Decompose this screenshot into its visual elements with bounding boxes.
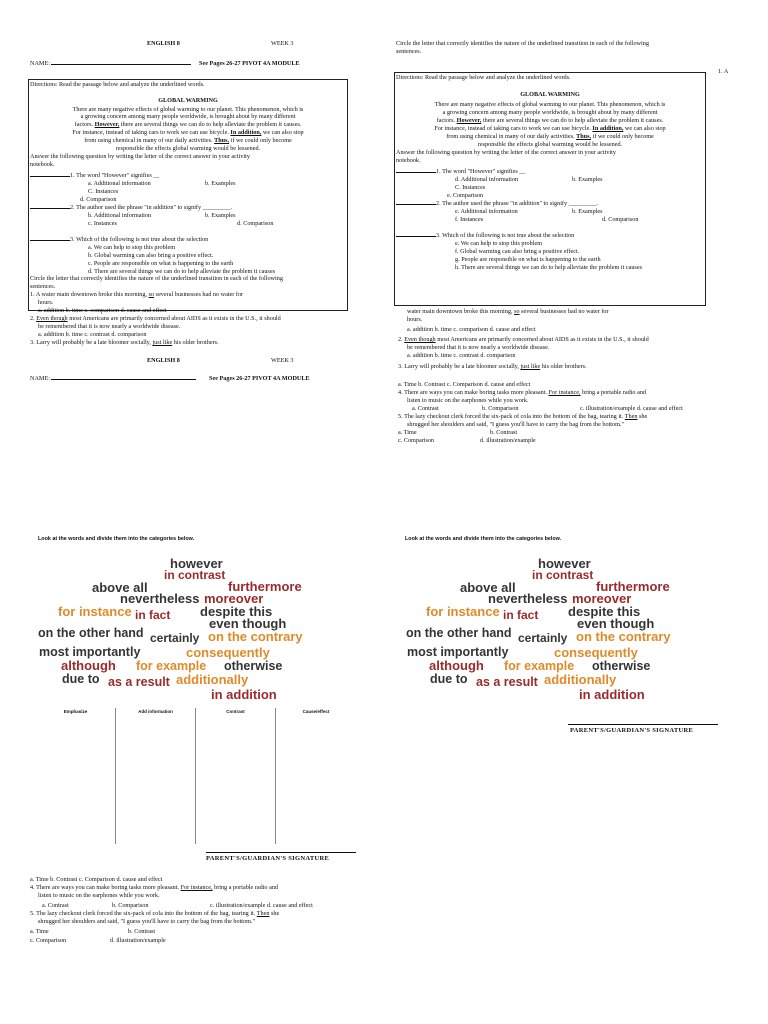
word: most importantly [407,645,509,659]
word: in contrast [532,568,594,582]
word: in addition [579,687,645,702]
word: moreover [572,591,632,606]
word: on the other hand [38,626,144,640]
subject-title: ENGLISH 8 [147,40,180,47]
sentence-1-cont: hours. [407,316,423,323]
sentence-2-cont: be remembered that it is now nearly a worldwide disease. [407,344,550,351]
word: for instance [58,604,132,619]
option: b. Comparison [482,405,519,412]
passage-line: For instance, instead of taking cars to work we can use bicycle. In addition, we can also stop [72,129,304,136]
word: on the contrary [576,629,671,644]
word: consequently [186,645,270,660]
question-1: 1. The word "However" signifies __ [30,172,159,180]
word: certainly [150,631,200,645]
passage-line: from using chemical in many of our daily activities. Thus, if we could only become [446,133,654,140]
option: a. Contrast [412,405,439,412]
sentence-2-cont: be remembered that it is now nearly a worldwide disease. [38,323,181,330]
underlined-transition: However, [94,121,120,128]
word: above all [460,580,516,595]
category-column [116,708,196,844]
passage-title: GLOBAL WARMING [520,91,580,98]
word: although [61,658,116,673]
circle-instruction: sentences. [396,48,422,55]
option: d. Comparison [602,216,639,223]
option: f. Instances [455,216,484,223]
passage-line: a growing concern among many people worldwide, is brought about by many different [442,109,658,116]
sentence-3-options: a. Time b. Contrast c. Comparison d. cause and effect [30,876,163,883]
option: b. Contrast [490,429,518,436]
sentence-4-cont: listen to music on the earphones while you work. [38,892,160,899]
option: b. Examples [572,208,603,215]
passage-line: There are many negative effects of global warming to our planet. This phenomenon, which is [72,106,304,113]
passage-line: There are many negative effects of global warming to our planet. This phenomenon, which is [434,101,666,108]
question-2: 2. The author used the phrase "in addition" to signify _________. [396,200,598,208]
word: for example [136,659,207,673]
option: d. Additional information [455,176,519,183]
category-header: Emphasize [63,709,88,714]
sentence-1-options: a. addition b. time c. comparison d. cause and effect [407,326,536,333]
word: despite this [200,604,273,619]
word: due to [62,672,100,686]
word: in addition [211,687,277,702]
passage-line: responsible the effects global warming would be lessened. [477,141,623,148]
category-column [276,708,356,844]
option: a. Time [398,429,417,436]
signature-label: PARENT'S/GUARDIAN'S SIGNATURE [206,855,330,862]
option: f. Global warming can also bring a positive effect. [455,248,580,255]
option: d. illustration/example [110,937,166,944]
item-number: 1. A [718,68,729,75]
question-3: 3. Which of the following is not true about the selection [396,232,574,240]
sentence-3-options: a. Time b. Contrast c. Comparison d. cause and effect [398,381,531,388]
word: on the other hand [406,626,512,640]
underlined-transition: Thus, [214,137,230,144]
passage-line: a growing concern among many people worldwide, is brought about by many different [80,113,296,120]
sentence-1: 1. A water main downtown broke this morning, so several businesses had no water for [30,291,244,298]
word: nevertheless [488,591,568,606]
signature-label: PARENT'S/GUARDIAN'S SIGNATURE [570,727,694,734]
directions-text: Directions: Read the passage below and analyze the underlined words. [396,74,571,81]
passage-title: GLOBAL WARMING [158,97,218,104]
option: e. Additional information [455,208,518,215]
option: b. Examples [205,180,236,187]
passage-line: factors. However, there are several things we can do to help alleviate the problem it causes. [74,121,302,128]
sentence-2: 2. Even though most Americans are primarily concerned about AIDS as it exists in the U.S., it should [398,336,649,343]
word: moreover [204,591,264,606]
option: e. Comparison [447,192,484,199]
sentence-5-cont: shrugged her shoulders and said, "I guess you'll have to carry the bag from the bottom." [38,918,256,925]
sentence-1-cont: water main downtown broke this morning, so several businesses had no water for [407,308,609,315]
question-3: 3. Which of the following is not true about the selection [30,236,208,244]
circle-instruction: sentences. [30,283,56,290]
word-cloud [404,555,704,705]
word: certainly [518,631,568,645]
option: b. Comparison [112,902,149,909]
category-column [196,708,276,844]
week-label: WEEK 3 [271,40,294,47]
passage-line: responsible the effects global warming would be lessened. [115,145,261,152]
word: as a result [108,675,170,689]
sentence-2: 2. Even though most Americans are primarily concerned about AIDS as it exists in the U.S., it should [30,315,281,322]
option: b. Examples [572,176,603,183]
week-label: WEEK 3 [271,357,294,364]
option: a. Additional information [88,180,151,187]
sentence-4: 4. There are ways you can make boring tasks more pleasant. For instance, bring a portable radio and [398,389,647,396]
word: despite this [568,604,641,619]
word: on the contrary [208,629,303,644]
option: b. Contrast [128,928,156,935]
answer-instruction: notebook. [30,161,55,168]
word: in fact [135,608,171,622]
subject-title: ENGLISH 8 [147,357,180,364]
option: e. We can help to stop this problem [455,240,543,247]
sentence-3: 3. Larry will probably be a late bloomer socially, just like his older brothers. [398,363,587,370]
word: furthermore [596,579,670,594]
word: consequently [554,645,638,660]
word: otherwise [224,659,283,673]
word: above all [92,580,148,595]
activity-instruction: Look at the words and divide them into the categories below. [38,536,195,542]
word: most importantly [39,645,141,659]
option: C. Instances [88,188,119,195]
word: due to [430,672,468,686]
option: g. People are responsible on what is happening to the earth [455,256,601,263]
option: d. Comparison [237,220,274,227]
word: even though [577,616,655,631]
activity-instruction: Look at the words and divide them into the categories below. [405,536,562,542]
option: a. Time [30,928,49,935]
option: d. Comparison [80,196,117,203]
sentence-4-cont: listen to music on the earphones while you work. [407,397,529,404]
option: b. Examples [205,212,236,219]
option: c. People are responsible on what is happening to the earth [88,260,234,267]
category-header: Add information [138,709,173,714]
word: additionally [544,672,617,687]
passage-line: factors. However, there are several things we can do to help alleviate the problem it causes. [436,117,664,124]
word: even though [209,616,287,631]
word: otherwise [592,659,651,673]
passage-line: For instance, instead of taking cars to work we can use bicycle. In addition, we can also stop [434,125,666,132]
word: however [170,556,223,571]
circle-instruction: Circle the letter that correctly identifies the nature of the underlined transition in each of the following [30,275,283,282]
sentence-4: 4. There are ways you can make boring tasks more pleasant. For instance, bring a portable radio and [30,884,279,891]
option: h. There are several things we can do to help alleviate the problem it causes [455,264,642,271]
sentence-5: 5. The lazy checkout clerk forced the six-pack of cola into the bottom of the bag, tearing it. Then she [398,413,648,420]
signature-line [206,852,356,853]
answer-instruction: Answer the following question by writing the letter of the correct answer in your activity [396,149,616,156]
option: c. illustration/example d. cause and effect [580,405,683,412]
option: b. Additional information [88,212,152,219]
sentence-2-options: a. addition b. time c. contrast d. comparison [407,352,516,359]
category-column [36,708,116,844]
directions-text: Directions: Read the passage below and analyze the underlined words. [30,81,205,88]
option: c. Instances [88,220,117,227]
word: nevertheless [120,591,200,606]
option: c. Comparison [398,437,435,444]
name-label: NAME: [30,60,191,68]
answer-instruction: notebook. [396,157,421,164]
category-table [36,708,356,844]
sentence-1-options: a. addition b. time c. comparison d. cause and effect [38,307,167,314]
passage-line: from using chemical in many of our daily activities. Thus, if we could only become [84,137,292,144]
option: c. illustration/example d. cause and effect [210,902,313,909]
option: c. Comparison [30,937,67,944]
name-label: NAME: [30,375,196,383]
word: in contrast [164,568,226,582]
word: as a result [476,675,538,689]
option: a. We can help to stop this problem [88,244,176,251]
see-pages-label: See Pages 26-27 PIVOT 4A MODULE [209,375,310,382]
word: although [429,658,484,673]
category-header: Cause/effect [302,709,330,714]
signature-line [568,724,718,725]
answer-instruction: Answer the following question by writing the letter of the correct answer in your activity [30,153,250,160]
option: d. illustration/example [480,437,536,444]
sentence-2-options: a. addition b. time c. contrast d. comparison [38,331,147,338]
category-header: Contrast [226,709,245,714]
word: in fact [503,608,539,622]
option: a. Contrast [42,902,69,909]
sentence-1-cont: hours. [38,299,54,306]
circle-instruction: Circle the letter that correctly identifies the nature of the underlined transition in each of the following [396,40,649,47]
sentence-3: 3. Larry will probably be a late bloomer socially, just like his older brothers. [30,339,219,346]
see-pages-label: See Pages 26-27 PIVOT 4A MODULE [199,60,300,67]
question-1: 1. The word "However" signifies __ [396,168,525,176]
underlined-transition: In addition, [230,129,262,136]
option: d. There are several things we can do to help alleviate the problem it causes [88,268,275,275]
option: C. Instances [455,184,486,191]
sentence-5: 5. The lazy checkout clerk forced the six-pack of cola into the bottom of the bag, tearing it. Then she [30,910,280,917]
word: however [538,556,591,571]
sentence-5-cont: shrugged her shoulders and said, "I guess you'll have to carry the bag from the bottom." [407,421,625,428]
word: furthermore [228,579,302,594]
word: for instance [426,604,500,619]
word: for example [504,659,575,673]
option: b. Global warming can also bring a positive effect. [88,252,214,259]
word-cloud [36,555,336,705]
word: additionally [176,672,249,687]
question-2: 2. The author used the phrase "in addition" to signify _________. [30,204,232,212]
